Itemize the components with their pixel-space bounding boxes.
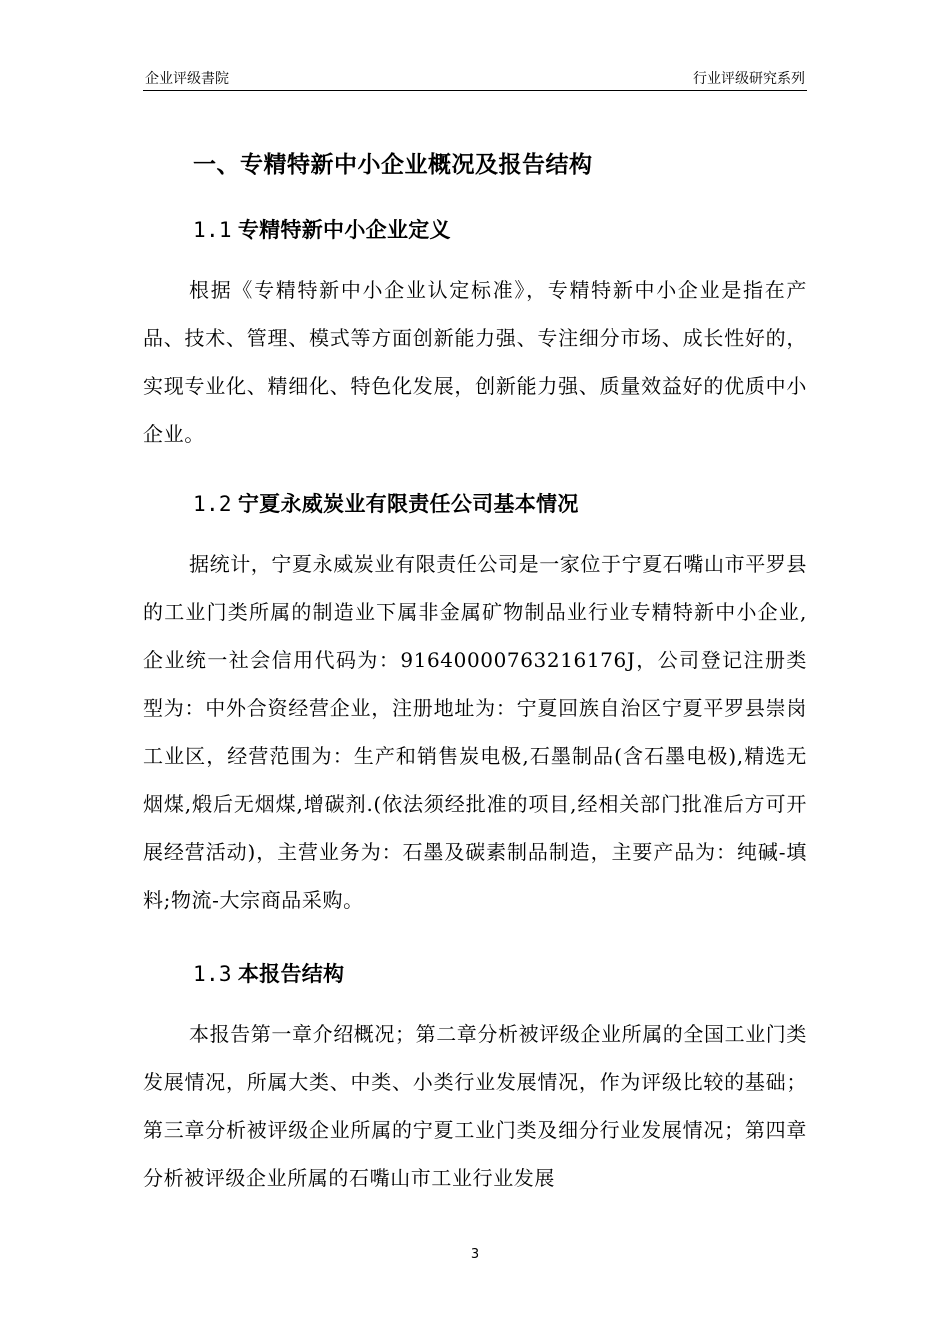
chapter-title: 一、专精特新中小企业概况及报告结构 [193, 152, 593, 178]
section-body-1-1: 根据《专精特新中小企业认定标准》，专精特新中小企业是指在产品、技术、管理、模式等方面创新能力强、专注细分市场、成长性好的，实现专业化、精细化、特色化发展，创新能力强、质量效益好的优质中小企业。 [143, 278, 807, 446]
section-number: 1.3 [193, 962, 232, 986]
section-body-1-2: 据统计，宁夏永威炭业有限责任公司是一家位于宁夏石嘴山市平罗县的工业门类所属的制造业下属非金属矿物制品业行业专精特新中小企业,企业统一社会信用代码为：91640000763216176J，公司登记注册类型为：中外合资经营企业，注册地址为：宁夏回族自治区宁夏平罗县崇岗工业区，经营范围为：生产和销售炭电极,石墨制品(含石墨电极),精选无烟煤,煅后无烟煤,增碳剂.(依法须经批准的项目,经相关部门批准后方可开展经营活动)，主营业务为：石墨及碳素制品制造，主要产品为：纯碱-填料;物流-大宗商品采购。 [143, 552, 807, 912]
section-number: 1.2 [193, 492, 232, 516]
section-heading-1-1 [193, 214, 451, 244]
page-number: 3 [470, 1247, 480, 1262]
section-heading-1-2 [193, 488, 579, 518]
section-title: 宁夏永威炭业有限责任公司基本情况 [237, 492, 579, 516]
section-number: 1.1 [193, 218, 232, 242]
page-header [143, 64, 807, 91]
section-title: 本报告结构 [237, 962, 345, 986]
header-right-text: 行业评级研究系列 [693, 71, 805, 87]
section-body-1-3: 本报告第一章介绍概况；第二章分析被评级企业所属的全国工业门类发展情况，所属大类、中类、小类行业发展情况，作为评级比较的基础；第三章分析被评级企业所属的宁夏工业门类及细分行业发展情况；第四章分析被评级企业所属的石嘴山市工业行业发展 [143, 1022, 807, 1190]
section-title: 专精特新中小企业定义 [237, 218, 451, 242]
section-heading-1-3 [193, 958, 344, 988]
header-left-text: 企业评级書院 [145, 71, 229, 87]
